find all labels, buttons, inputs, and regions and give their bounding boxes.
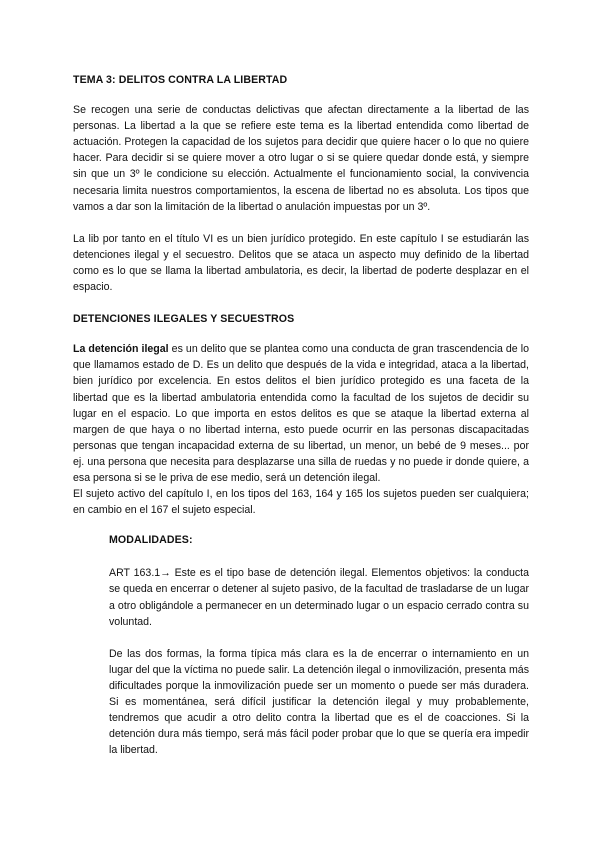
intro-paragraph: Se recogen una serie de conductas delictivas que afectan directamente a la libertad de las personas. La libertad a la que se refiere este tema es la libertad entendida como libertad de actuación. Protegen la capacidad de los sujetos para decidir que quiere hacer o lo que no quiere hacer. Para decidir si se quiere mover a otro lugar o si se quiere quedar donde está, y siempre sin que un 3º le condicione su elección. Actualmente el funcionamiento social, la convivencia necesaria limita nuestros comportamientos, la escena de libertad no es absoluta. Los tipos que vamos a dar son la limitación de la libertad o anulación impuestas por un 3º. bbox=[73, 104, 529, 213]
art-paragraph: ART 163.1→ Este es el tipo base de detención ilegal. Elementos objetivos: la conducta se queda en encerrar o detener al sujeto pasivo, de la facultad de trasladarse de un lugar a otro obligándole a permanecer en un determinado lugar o un espacio cerrado contra su voluntad. bbox=[109, 567, 529, 628]
section-heading: DETENCIONES ILEGALES Y SECUESTROS bbox=[73, 313, 295, 326]
document-title: TEMA 3: DELITOS CONTRA LA LIBERTAD bbox=[73, 74, 288, 86]
modalidades-section bbox=[109, 532, 529, 758]
modalidades-heading: MODALIDADES: bbox=[109, 534, 193, 547]
document-page bbox=[73, 72, 529, 758]
subject-paragraph: El sujeto activo del capítulo I, en los tipos del 163, 164 y 165 los sujetos pueden ser cualquiera; en cambio en el 167 el sujeto especial. bbox=[73, 488, 529, 517]
detention-paragraph bbox=[73, 341, 529, 486]
detention-lead: La detención ilegal bbox=[73, 343, 169, 356]
second-paragraph: La lib por tanto en el título VI es un bien jurídico protegido. En este capítulo I se estudiarán las detenciones ilegal y el secuestro. Delitos que se ataca un aspecto muy definido de la libertad como es lo que se llama la libertad ambulatoria, es decir, la libertad de poderte desplazar en el espacio. bbox=[73, 232, 529, 294]
detention-body: es un delito que se plantea como una conducta de gran trascendencia de lo que llamamos estado de D. Es un delito que después de la vida e integridad, ataca a la libertad, bien jurídico por excelencia. En estos delitos el bien jurídico protegido es una faceta de la libertad que es la libertad ambulatoria entendida como la facultad de los sujetos de decidir su lugar en el espacio. Lo que importa en estos delitos es que se ataque la libertad externa al margen de que haya o no libertad interna, esto puede ocurrir en las personas discapacitadas personas que tengan incapacidad externa de su libertad, un menor, un bebé de 9 meses... por ej. una persona que necesita para desplazarse una silla de ruedas y no puede ir donde quiere, a esa persona si se le priva de ese medio, será un detención ilegal. bbox=[73, 343, 529, 484]
forms-paragraph: De las dos formas, la forma típica más clara es la de encerrar o internamiento en un lugar del que la víctima no puede salir. La detención ilegal o inmovilización, presenta más dificultades porque la inmovilización puede ser un momento o puede ser más duradera. Si es momentánea, será difícil justificar la detención ilegal y muy probablemente, tendremos que acudir a otro delito contra la libertad que es el de coacciones. Si la detención dura más tiempo, será más fácil poder probar que lo que se quería era impedir la libertad. bbox=[109, 647, 529, 757]
